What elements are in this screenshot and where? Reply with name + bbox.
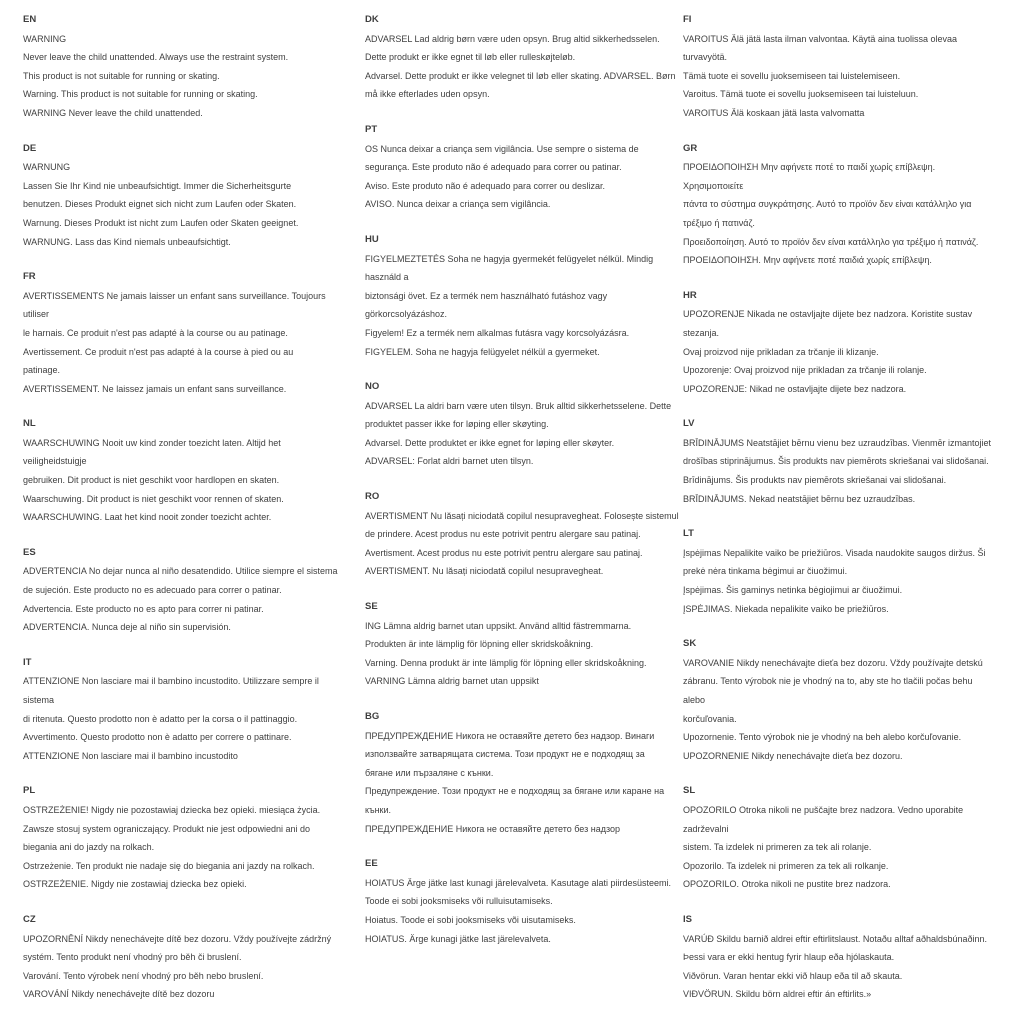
column-1 <box>23 11 345 1021</box>
warning-line: biztonsági övet. Ez a termék nem használható futáshoz vagy <box>365 290 608 301</box>
language-section-ro <box>365 488 683 581</box>
warning-line: drošības stiprinājumus. Šis produkts nav piemērots skriešanai vai slidošanai. <box>683 456 989 467</box>
warning-line: кънки. <box>365 804 391 815</box>
warning-line: sistem. Ta izdelek ni primeren za tek ali rolanje. <box>683 842 872 853</box>
language-section-de <box>23 140 345 252</box>
column-3 <box>683 11 1018 1021</box>
warning-line: le harnais. Ce produit n'est pas adapté à la course ou au patinage. <box>23 327 288 338</box>
warning-line: Advarsel. Dette produkt er ikke velegnet til løb eller skating. ADVARSEL. Børn <box>365 70 676 81</box>
language-code: NL <box>23 418 36 430</box>
warning-line: Avvertimento. Questo prodotto non è adatto per correre o pattinare. <box>23 732 292 743</box>
language-section-dk <box>365 11 683 104</box>
warning-line: AVERTISSEMENT. Ne laissez jamais un enfant sans surveillance. <box>23 383 287 394</box>
language-section-ee <box>365 855 683 948</box>
warning-line: UPOZORNĚNÍ Nikdy nenechávejte dítě bez dozoru. Vždy používejte zádržný <box>23 933 332 944</box>
warning-line: VIÐVÖRUN. Skildu börn aldrei eftir án eftirlits.» <box>683 989 872 1000</box>
warning-line: ΠΡΟΕΙΔΟΠΟΙΗΣΗ. Μην αφήνετε ποτέ παιδιά χωρίς επίβλεψη. <box>683 255 932 266</box>
warning-line: de prindere. Acest produs nu este potrivit pentru alergare sau patinaj. <box>365 529 641 540</box>
warning-line: Varoitus. Tämä tuote ei sovellu juoksemiseen tai luisteluun. <box>683 89 919 100</box>
warning-line: Toode ei sobi jooksmiseks või rulluisutamiseks. <box>365 896 553 907</box>
warning-line: ПРЕДУПРЕЖДЕНИЕ Никога не оставяйте детето без надзор <box>365 823 620 834</box>
warning-line: Χρησιμοποιείτε <box>683 180 744 191</box>
warning-line: UPOZORENJE: Nikad ne ostavljajte dijete bez nadzora. <box>683 383 907 394</box>
warning-line: sistema <box>23 695 55 705</box>
language-section-bg <box>365 708 683 838</box>
language-section-sk <box>683 635 1018 765</box>
warning-line: AVERTISMENT Nu lăsați niciodată copilul nesupravegheat. Folosește sistemul <box>365 510 679 521</box>
warning-line: Never leave the child unattended. Always use the restraint system. <box>23 52 289 63</box>
warning-line: Waarschuwing. Dit product is niet geschikt voor rennen of skaten. <box>23 493 284 504</box>
warning-line: utiliser <box>23 309 50 320</box>
warning-line: stezanja. <box>683 327 720 338</box>
warning-line: ATTENZIONE Non lasciare mai il bambino incustodito <box>23 750 238 761</box>
warning-line: gebruiken. Dit product is niet geschikt voor hardlopen en skaten. <box>23 475 280 486</box>
warning-line: Upozorenje: Ovaj proizvod nije prikladan za trčanje ili rolanje. <box>683 365 927 376</box>
language-section-no <box>365 378 683 471</box>
warning-line: Warnung. Dieses Produkt ist nicht zum Laufen oder Skaten geeignet. <box>23 217 299 228</box>
warning-line: WAARSCHUWING. Laat het kind nooit zonder toezicht achter. <box>23 512 272 523</box>
language-code: LV <box>683 418 695 430</box>
warning-line: OPOZORILO Otroka nikoli ne puščajte brez nadzora. Vedno uporabite <box>683 804 964 815</box>
language-section-pl <box>23 782 345 894</box>
warning-line: Aviso. Este produto não é adequado para correr ou deslizar. <box>365 180 605 191</box>
language-code: EE <box>365 858 378 870</box>
warning-line: Tämä tuote ei sovellu juoksemiseen tai luistelemiseen. <box>683 70 901 81</box>
warning-line: AVERTISMENT. Nu lăsați niciodată copilul nesupravegheat. <box>365 566 604 577</box>
language-code: DE <box>23 142 37 154</box>
warning-line: Hoiatus. Toode ei sobi jooksmiseks või uisutamiseks. <box>365 914 576 925</box>
warning-line: Lassen Sie Ihr Kind nie unbeaufsichtigt. Immer die Sicherheitsgurte <box>23 180 292 191</box>
warning-line: AVERTISSEMENTS Ne jamais laisser un enfant sans surveillance. Toujours <box>23 290 326 301</box>
warning-line: VAROVANIE Nikdy nenechávajte dieťa bez dozoru. Vždy používajte detskú <box>683 657 983 668</box>
warning-line: OSTRZEŻENIE! Nigdy nie pozostawiaj dziecka bez opieki. miesiąca życia. <box>23 804 321 815</box>
warning-line: ADVERTENCIA. Nunca deje al niño sin supervisión. <box>23 622 231 633</box>
warning-line: korčuľovania. <box>683 713 737 724</box>
warning-line: Dette produkt er ikke egnet til løb eller rulleskøjteløb. <box>365 52 576 63</box>
warning-line: UPOZORENJE Nikada ne ostavljajte dijete bez nadzora. Koristite sustav <box>683 309 973 320</box>
warning-line: VAROITUS Älä koskaan jätä lasta valvomatta <box>683 107 865 118</box>
warning-line: VAROITUS Älä jätä lasta ilman valvontaa. Käytä aina tuolissa olevaa <box>683 33 957 44</box>
language-code: SE <box>365 601 378 613</box>
language-code: SK <box>683 638 697 650</box>
warning-line: Produkten är inte lämplig för löpning eller skridskoåkning. <box>365 639 594 650</box>
warning-line: görkorcsolyázáshoz. <box>365 309 448 320</box>
language-section-is <box>683 911 1018 1004</box>
warning-line: turvavyötä. <box>683 52 728 63</box>
language-section-lt <box>683 525 1018 618</box>
language-code: GR <box>683 142 698 154</box>
warning-line: ADVERTENCIA No dejar nunca al niño desatendido. Utilice siempre el sistema <box>23 566 338 577</box>
warning-line: Įspėjimas Nepalikite vaiko be priežiūros. Visada naudokite saugos diržus. Ši <box>683 547 986 558</box>
language-code: RO <box>365 491 380 503</box>
warning-line: használd a <box>365 272 409 283</box>
warning-line: ĮSPĖJIMAS. Niekada nepalikite vaiko be priežiūros. <box>683 603 889 614</box>
language-section-se <box>365 598 683 691</box>
language-section-en <box>23 11 345 123</box>
warning-line: må ikke efterlades uden opsyn. <box>365 89 490 100</box>
language-code: ES <box>23 546 36 558</box>
language-code: HR <box>683 289 697 301</box>
warning-line: ПРЕДУПРЕЖДЕНИЕ Никога не оставяйте детето без надзор. Винаги <box>365 730 655 741</box>
warning-line: Þessi vara er ekki hentug fyrir hlaup eða hjólaskauta. <box>683 952 895 963</box>
warning-line: Opozorilo. Ta izdelek ni primeren za tek ali rolkanje. <box>683 860 889 871</box>
warning-line: AVISO. Nunca deixar a criança sem vigilância. <box>365 199 551 210</box>
warning-line: veiligheidstuigje <box>23 456 87 467</box>
warning-line: Zawsze stosuj system ograniczający. Produkt nie jest odpowiedni ani do <box>23 823 310 834</box>
language-section-hr <box>683 287 1018 399</box>
language-code: NO <box>365 381 380 393</box>
warning-line: Upozornenie. Tento výrobok nie je vhodný na beh alebo korčuľovanie. <box>683 732 962 743</box>
warning-line: prekė nėra tinkama bėgimui ar čiuožimui. <box>683 566 848 577</box>
warning-line: segurança. Este produto não é adequado para correr ou patinar. <box>365 162 622 173</box>
language-section-fi <box>683 11 1018 123</box>
language-code: IS <box>683 913 692 925</box>
warning-line: Advarsel. Dette produktet er ikke egnet for løping eller skøyter. <box>365 437 615 448</box>
warning-line: ΠΡΟΕΙΔΟΠΟΙΗΣΗ Μην αφήνετε ποτέ το παιδί χωρίς επίβλεψη. <box>683 162 936 173</box>
warning-line: di ritenuta. Questo prodotto non è adatto per la corsa o il pattinaggio. <box>23 713 298 724</box>
warning-line: бягане или пързаляне с кънки. <box>365 767 494 778</box>
language-section-pt <box>365 121 683 214</box>
warning-line: OSTRZEŻENIE. Nigdy nie zostawiaj dziecka bez opieki. <box>23 879 247 890</box>
warning-line: Προειδοποίηση. Αυτό το προϊόν δεν είναι κατάλληλο για τρέξιμο ή πατινάζ. <box>683 236 979 247</box>
warning-line: BRĪDINĀJUMS. Nekad neatstājiet bērnu bez uzraudzības. <box>683 493 916 504</box>
warning-line: zadrževalni <box>683 823 729 834</box>
language-code: CZ <box>23 913 36 925</box>
language-code: FI <box>683 14 692 25</box>
warning-line: de sujeción. Este producto no es adecuado para correr o patinar. <box>23 585 282 596</box>
language-code: BG <box>365 711 380 722</box>
language-code: IT <box>23 656 32 668</box>
language-section-nl <box>23 415 345 527</box>
language-section-gr <box>683 140 1018 270</box>
warning-line: BRĪDINĀJUMS Neatstājiet bērnu vienu bez uzraudzības. Vienmēr izmantojiet <box>683 437 991 448</box>
language-section-fr <box>23 268 345 398</box>
warning-line: Ovaj proizvod nije prikladan za trčanje ili klizanje. <box>683 346 879 357</box>
warning-line: WARNING Never leave the child unattended. <box>23 107 203 118</box>
warning-line: OPOZORILO. Otroka nikoli ne pustite brez nadzora. <box>683 879 891 890</box>
warning-line: Brīdinājums. Šis produkts nav piemērots skriešanai vai slidošanai. <box>683 475 947 486</box>
warning-line: WAARSCHUWING Nooit uw kind zonder toezicht laten. Altijd het <box>23 437 281 448</box>
language-code: LT <box>683 528 694 540</box>
language-code: PL <box>23 785 36 797</box>
warning-line: WARNING <box>23 33 67 44</box>
warning-line: systém. Tento produkt není vhodný pro běh či bruslení. <box>23 952 242 963</box>
warning-line: alebo <box>683 695 706 705</box>
warning-line: This product is not suitable for running or skating. <box>23 70 220 81</box>
warning-line: Предупреждение. Този продукт не е подходящ за бягане или каране на <box>365 786 665 797</box>
warning-line: Ostrzeżenie. Ten produkt nie nadaje się do biegania ani jazdy na rolkach. <box>23 860 315 871</box>
warning-line: UPOZORNENIE Nikdy nenechávajte dieťa bez dozoru. <box>683 750 903 761</box>
language-code: SL <box>683 785 696 797</box>
language-code: EN <box>23 14 37 25</box>
warning-line: WARNUNG. Lass das Kind niemals unbeaufsichtigt. <box>23 236 231 247</box>
warning-line: Viðvörun. Varan hentar ekki við hlaup eða til að skauta. <box>683 970 903 981</box>
warning-line: VAROVÁNÍ Nikdy nenechávejte dítě bez dozoru <box>23 989 215 1000</box>
warning-line: ING Lämna aldrig barnet utan uppsikt. Använd alltid fästremmarna. <box>365 620 632 631</box>
warning-line: WARNUNG <box>23 162 71 173</box>
warning-line: Advertencia. Este producto no es apto para correr ni patinar. <box>23 603 264 614</box>
warning-line: Avertissement. Ce produit n'est pas adapté à la course à pied ou au <box>23 346 294 357</box>
warning-line: Avertisment. Acest produs nu este potrivit pentru alergare sau patinaj. <box>365 547 643 558</box>
language-section-lv <box>683 415 1018 508</box>
warning-line: HOIATUS Ärge jätke last kunagi järelevalveta. Kasutage alati piirdesüsteemi. <box>365 877 671 888</box>
language-section-sl <box>683 782 1018 894</box>
language-code: DK <box>365 14 379 25</box>
language-section-cz <box>23 911 345 1004</box>
warning-line: Varning. Denna produkt är inte lämplig för löpning eller skridskoåkning. <box>365 657 647 668</box>
language-code: FR <box>23 271 36 283</box>
warning-line: patinage. <box>23 365 61 376</box>
warning-line: πάντα το σύστημα συγκράτησης. Αυτό το προϊόν δεν είναι κατάλληλο για <box>683 199 972 210</box>
language-code: HU <box>365 233 379 245</box>
warning-line: VARÚÐ Skildu barnið aldrei eftir eftirlitslaust. Notaðu alltaf aðhaldsbúnaðinn. <box>683 933 987 944</box>
warning-line: Warning. This product is not suitable for running or skating. <box>23 89 258 100</box>
warning-line: ATTENZIONE Non lasciare mai il bambino incustodito. Utilizzare sempre il <box>23 676 319 687</box>
warning-line: VARNING Lämna aldrig barnet utan uppsikt <box>365 676 539 687</box>
warning-line: τρέξιμο ή πατινάζ. <box>683 217 755 228</box>
warning-line: FIGYELEM. Soha ne hagyja felügyelet nélkül a gyermeket. <box>365 346 600 357</box>
warning-line: Figyelem! Ez a termék nem alkalmas futásra vagy korcsolyázásra. <box>365 327 630 338</box>
warning-line: използвайте затварящата система. Този продукт не е подходящ за <box>365 749 645 760</box>
language-section-hu <box>365 231 683 361</box>
warning-line: biegania ani do jazdy na rolkach. <box>23 842 155 853</box>
warning-line: benutzen. Dieses Produkt eignet sich nicht zum Laufen oder Skaten. <box>23 199 297 210</box>
warning-line: Įspėjimas. Šis gaminys netinka bėgiojimui ar čiuožimui. <box>683 585 903 596</box>
warning-line: zábranu. Tento výrobok nie je vhodný na to, aby ste ho tlačili počas behu <box>683 676 973 687</box>
column-2 <box>365 11 683 965</box>
warning-line: ADVARSEL La aldri barn være uten tilsyn. Bruk alltid sikkerhetsselene. Dette <box>365 400 672 411</box>
warning-line: FIGYELMEZTETÉS Soha ne hagyja gyermekét felügyelet nélkül. Mindig <box>365 253 654 264</box>
warning-line: ADVARSEL: Forlat aldri barnet uten tilsyn. <box>365 456 534 467</box>
language-section-es <box>23 544 345 637</box>
warning-line: Varování. Tento výrobek není vhodný pro běh nebo bruslení. <box>23 970 264 981</box>
warning-line: produktet passer ikke for løping eller skøyting. <box>365 419 549 430</box>
language-code: PT <box>365 123 378 135</box>
warning-line: OS Nunca deixar a criança sem vigilância. Use sempre o sistema de <box>365 143 639 154</box>
warning-line: ADVARSEL Lad aldrig børn være uden opsyn. Brug altid sikkerhedsselen. <box>365 33 660 44</box>
language-section-it <box>23 654 345 766</box>
warning-line: HOIATUS. Ärge kunagi jätke last järelevalveta. <box>365 933 551 944</box>
